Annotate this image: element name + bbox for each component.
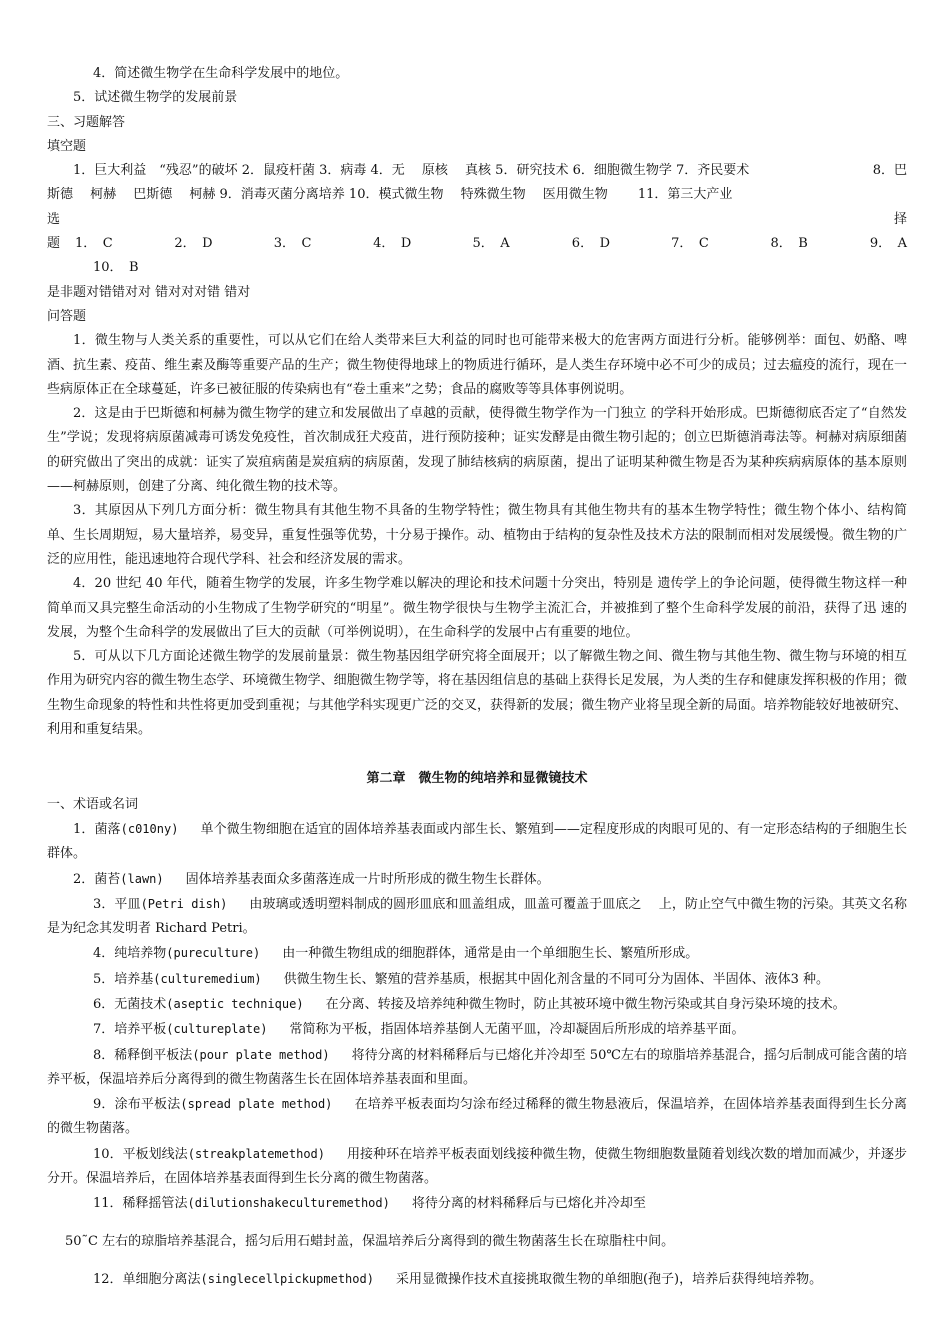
qa-answer-4: 4．20 世纪 40 年代，随着生物学的发展，许多生物学难以解决的理论和技术问题十分突出，特别是 遗传学上的争论问题，使得微生物这样一种简单而又具完整生命活动的小生物成了生物学研究的“明星”。微生物学很快与生物学主流汇合，并被推到了整个生命科学发展的前沿，获得了迅 速的发展，为整个生命科学的发展做出了巨大的贡献（可举例说明），在生命科学的发展中占有重要的地位。 (47, 576, 907, 640)
term-definition: 采用显微操作技术直接挑取微生物的单细胞(孢子)，培养后获得纯培养物。 (395, 1271, 823, 1287)
term-name: 3．平皿 (93, 896, 141, 912)
term-definition: 固体培养基表面众多菌落连成一片时所形成的微生物生长群体。 (185, 871, 550, 887)
term-item (47, 967, 907, 992)
term-item (47, 1017, 907, 1042)
choice-answer: 4． D (373, 236, 412, 252)
term-definition: 供微生物生长、繁殖的营养基质，根据其中固化剂含量的不同可分为固体、半固体、液体3 种。 (283, 971, 830, 987)
choice-answer: 6． D (571, 236, 610, 252)
term-item (47, 867, 907, 892)
choice-label: 题 (47, 236, 61, 252)
fill-in-answers-text: 1．巨大利益 “残忍”的破坏 2．鼠疫杆菌 3．病毒 4．无 原核 真核 5．研究技术 6．细胞微生物学 7．齐民要术 (73, 163, 750, 179)
fill-in-answers-tail: 8．巴 (872, 163, 907, 179)
term-name: 8．稀释倒平板法 (93, 1047, 193, 1063)
term-item (47, 1092, 907, 1142)
qa-answer-3: 3．其原因从下列几方面分析：微生物具有其他生物不具备的生物学特性；微生物具有其他生物共有的基本生物学特性；微生物个体小、结构简单、生长周期短，易大量培养，易变异，重复性强等优势，十分易于操作。动、植物由于结构的复杂性及技术方法的限制而相对发展缓慢。微生物的广泛的应用性，能迅速地符合现代学科、社会和经济发展的需求。 (47, 503, 907, 567)
term-definition: 单个微生物细胞在适宜的固体培养基表面或内部生长、繁殖到——定程度形成的肉眼可见的、有一定形态结构的子细胞生长群体。 (47, 821, 907, 862)
term-english: (pour plate method) (192, 1047, 330, 1062)
term-english: (spread plate method) (180, 1097, 333, 1112)
term-item (47, 1043, 907, 1093)
choice-answer: 7． C (671, 236, 709, 252)
term-item (47, 817, 907, 867)
term-definition: 50˜C 左右的琼脂培养基混合，摇匀后用石蜡封盖，保温培养后分离得到的微生物菌落生长在琼脂柱中间。 (65, 1233, 675, 1249)
term-item (47, 1267, 907, 1292)
term-english: (streakplatemethod) (187, 1146, 325, 1161)
term-definition: 在分离、转接及培养纯种微生物时，防止其被环境中微生物污染或其自身污染环境的技术。 (325, 996, 846, 1012)
choice-answer: 5． A (472, 236, 510, 252)
term-english: (c010ny) (120, 821, 179, 836)
choice-heading-left: 选 (47, 211, 61, 227)
fill-in-answers-line-1 (47, 159, 907, 183)
term-item (47, 992, 907, 1017)
qa-heading: 问答题 (47, 308, 87, 324)
term-definition: 用接种环在培养平板表面划线接种微生物，使微生物细胞数量随着划线次数的增加而减少，并逐步分开。保温培养后，在固体培养基表面得到生长分离的微生物菌落。 (47, 1146, 907, 1187)
term-definition: 由一种微生物组成的细胞群体，通常是由一个单细胞生长、繁殖所形成。 (282, 946, 699, 962)
term-name: 5．培养基 (93, 971, 154, 987)
term-name: 10．平板划线法 (93, 1146, 188, 1162)
choice-answer-last: 10． B (93, 260, 139, 276)
choice-answers-row (47, 232, 907, 256)
qa-answer-2: 2．这是由于巴斯德和柯赫为微生物学的建立和发展做出了卓越的贡献，使得微生物学作为一门独立 的学科开始形成。巴斯德彻底否定了“自然发生”学说；发现将病原菌减毒可诱发免疫性，首次制成狂犬疫苗，进行预防接种；证实发酵是由微生物引起的；创立巴斯德消毒法等。柯赫对病原细菌的研究做出了突出的成就：证实了炭疽病菌是炭疽病的病原菌，发现了肺结核病的病原菌，提出了证明某种微生物是否为某种疾病病原体的基本原则——柯赫原则，创建了分离、纯化微生物的技术等。 (47, 406, 907, 495)
choice-answer: 8． B (770, 236, 808, 252)
term-item (47, 892, 907, 942)
term-item (47, 1142, 907, 1192)
choice-heading-row (47, 208, 907, 232)
section-3-heading: 三、习题解答 (47, 114, 126, 130)
choice-answer: 2． D (174, 236, 213, 252)
choice-heading-right: 择 (893, 211, 907, 227)
term-item (47, 1191, 907, 1216)
document-page (47, 62, 907, 1292)
choice-answer: 1． C (75, 236, 113, 252)
terms-heading: 一、术语或名词 (47, 796, 139, 812)
term-english: (aseptic technique) (166, 996, 304, 1011)
term-english: (culturemedium) (153, 971, 262, 986)
term-english: (pureculture) (166, 946, 261, 961)
qa-answer-1: 1．微生物与人类关系的重要性，可以从它们在给人类带来巨大利益的同时也可能带来极大的危害两方面进行分析。能够例举：面包、奶酪、啤酒、抗生素、疫苗、维生素及酶等重要产品的生产；微生物使得地球上的物质进行循环，是人类生存环境中必不可少的成员；过去瘟疫的流行，现在一些病原体正在全球蔓延，许多已被征服的传染病也有“卷土重来”之势；食品的腐败等等具体事例说明。 (47, 333, 907, 397)
term-name: 9．涂布平板法 (93, 1097, 181, 1113)
true-false-answers: 是非题对错错对对 错对对对错 错对 (47, 284, 251, 300)
term-definition: 将待分离的材料稀释后与已熔化并冷却至 (411, 1196, 646, 1212)
term-name: 2．菌苔 (73, 871, 121, 887)
term-item (47, 941, 907, 966)
fill-in-heading: 填空题 (47, 138, 87, 154)
term-definition: 由玻璃或透明塑料制成的圆形皿底和皿盖组成，皿盖可覆盖于皿底之 上，防止空气中微生物的污染。其英文名称是为纪念其发明者 Richard Petri。 (47, 896, 907, 937)
term-definition: 在培养平板表面均匀涂布经过稀释的微生物悬液后，保温培养，在固体培养基表面得到生长分离的微生物菌落。 (47, 1097, 907, 1137)
term-english: (lawn) (120, 871, 164, 886)
term-name: 11．稀释摇管法 (93, 1196, 188, 1212)
term-name: 1．菌落 (73, 821, 121, 837)
term-name: 12．单细胞分离法 (93, 1271, 201, 1287)
term-name: 6．无菌技术 (93, 996, 167, 1012)
term-definition: 常简称为平板，指固体培养基倒人无菌平皿，冷却凝固后所形成的培养基平面。 (289, 1022, 745, 1038)
term-name: 4．纯培养物 (93, 946, 167, 962)
chapter-2-title: 第二章 微生物的纯培养和显微镜技术 (366, 771, 588, 787)
term-english: (Petri dish) (140, 896, 228, 911)
choice-answer: 9． A (869, 236, 908, 252)
term-continuation (47, 1230, 907, 1254)
term-english: (singlecellpickupmethod) (200, 1271, 374, 1286)
term-definition: 将待分离的材料稀释后与已熔化并冷却至 50℃左右的琼脂培养基混合，摇匀后制成可能含菌的培养平板，保温培养后分离得到的微生物菌落生长在固体培养基表面和里面。 (47, 1047, 907, 1087)
term-english: (cultureplate) (166, 1022, 268, 1037)
choice-answer: 3． C (273, 236, 312, 252)
term-english: (dilutionshakeculturemethod) (187, 1196, 390, 1211)
fill-in-answers-line-2: 斯德 柯赫 巴斯德 柯赫 9．消毒灭菌分离培养 10．模式微生物 特殊微生物 医用微生物 11．第三大产业 (47, 187, 733, 203)
question-5: 5．试述微生物学的发展前景 (73, 90, 238, 106)
term-name: 7．培养平板 (93, 1022, 167, 1038)
question-4: 4．简述微生物学在生命科学发展中的地位。 (93, 66, 349, 81)
qa-answer-5: 5．可从以下几方面论述微生物学的发展前量景：微生物基因组学研究将全面展开；以了解微生物之间、微生物与其他生物、微生物与环境的相互作用为研究内容的微生物生态学、环境微生物学、细胞微生物学等，将在基因组信息的基础上获得长足发展，为人类的生存和健康发挥积极的作用；微生物生命现象的特性和共性将更加受到重视；与其他学科实现更广泛的交叉，获得新的发展；微生物产业将呈现全新的局面。培养物能较好地被研究、利用和重复结果。 (47, 649, 907, 738)
